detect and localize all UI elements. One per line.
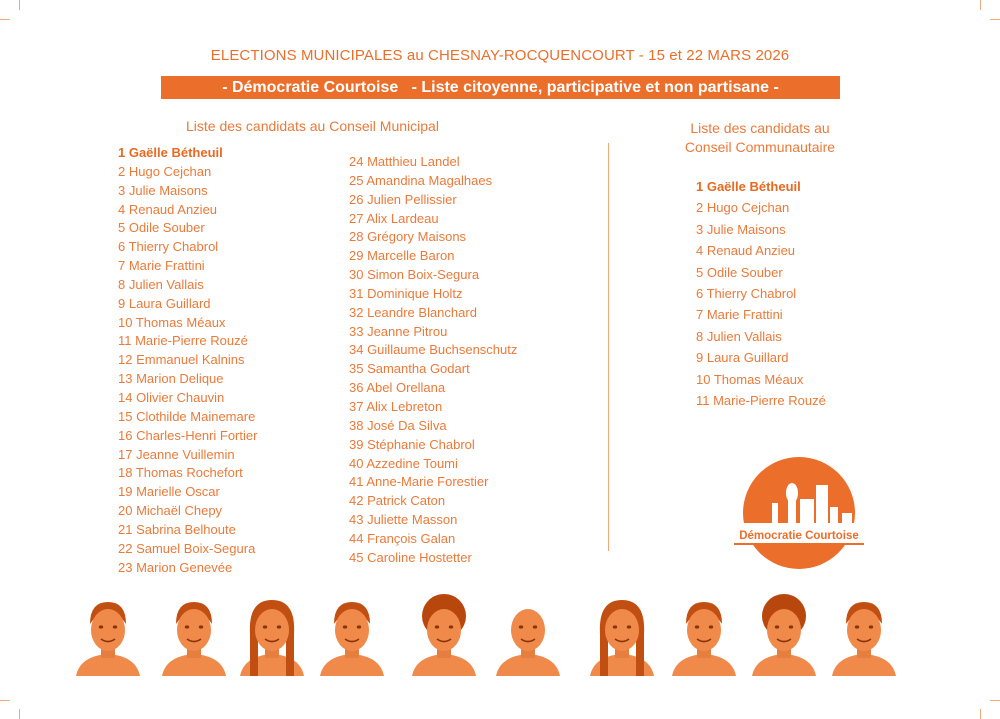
candidate-item: 21 Sabrina Belhoute [118,521,236,537]
candidate-item: 8 Julien Vallais [118,276,204,292]
candidate-photo-strip [70,594,916,676]
candidate-item: 43 Juliette Masson [349,512,458,528]
portrait-icon [668,594,740,676]
candidate-item: 10 Thomas Méaux [118,314,226,330]
portrait-icon [316,594,388,676]
candidate-item: 38 José Da Silva [349,417,447,433]
candidate-item: 14 Olivier Chauvin [118,389,225,405]
list-banner: - Démocratie Courtoise - Liste citoyenne, participative et non partisane - [161,76,840,99]
logo-text: Démocratie Courtoise [739,530,859,542]
community-heading-line-2: Conseil Communautaire [684,139,836,155]
candidate-item: 7 Marie Frattini [696,307,783,323]
candidate-item: 17 Jeanne Vuillemin [118,446,235,462]
portrait-icon [492,594,564,676]
candidate-item: 37 Alix Lebreton [349,398,443,414]
candidate-item: 8 Julien Vallais [696,328,782,344]
column-divider [608,143,609,551]
candidate-item: 1 Gaëlle Bétheuil [696,179,801,194]
candidate-item: 16 Charles-Henri Fortier [118,427,258,443]
candidate-item: 27 Alix Lardeau [349,210,439,226]
crop-mark [980,709,981,719]
municipal-heading: Liste des candidats au Conseil Municipal [186,118,439,134]
candidate-item: 40 Azzedine Toumi [349,455,458,471]
portrait-icon [586,594,658,676]
candidate-item: 3 Julie Maisons [696,221,786,237]
community-heading-line-1: Liste des candidats au [690,120,830,136]
candidate-item: 9 Laura Guillard [118,295,211,311]
candidate-item: 4 Renaud Anzieu [696,243,796,259]
crop-mark [19,709,20,719]
candidate-item: 6 Thierry Chabrol [696,285,797,301]
portrait-icon [158,594,230,676]
candidate-item: 15 Clothilde Mainemare [118,408,256,424]
candidate-item: 36 Abel Orellana [349,380,446,396]
candidate-item: 4 Renaud Anzieu [118,201,218,217]
candidate-item: 34 Guillaume Buchsenschutz [349,342,518,358]
candidate-item: 44 François Galan [349,530,456,546]
candidate-item: 18 Thomas Rochefort [118,465,243,481]
candidate-item: 9 Laura Guillard [696,350,789,366]
community-heading [660,119,860,157]
candidate-item: 19 Marielle Oscar [118,484,220,500]
democratie-courtoise-logo [734,457,864,570]
crop-mark [980,0,981,10]
candidate-item: 31 Dominique Holtz [349,285,463,301]
candidate-item: 2 Hugo Cejchan [118,163,212,179]
candidate-item: 10 Thomas Méaux [696,371,804,387]
portrait-icon [408,594,480,676]
candidate-item: 23 Marion Genevée [118,559,233,575]
candidate-item: 5 Odile Souber [696,264,783,280]
candidate-item: 5 Odile Souber [118,220,205,236]
candidate-item: 32 Leandre Blanchard [349,304,477,320]
candidate-item: 39 Stéphanie Chabrol [349,436,475,452]
candidate-item: 28 Grégory Maisons [349,229,467,245]
candidate-item: 11 Marie-Pierre Rouzé [118,333,248,349]
candidate-item: 2 Hugo Cejchan [696,200,790,216]
candidate-item: 22 Samuel Boix-Segura [118,540,256,556]
crop-mark [0,19,10,20]
portrait-icon [748,594,820,676]
candidate-item: 1 Gaëlle Bétheuil [118,145,223,160]
crop-mark [0,700,10,701]
candidate-item: 20 Michaël Chepy [118,503,223,519]
portrait-icon [72,594,144,676]
municipal-list-column-2 [349,153,517,568]
portrait-icon [828,594,900,676]
candidate-item: 24 Matthieu Landel [349,154,460,169]
municipal-list-column-1 [118,144,257,577]
candidate-item: 30 Simon Boix-Segura [349,267,480,283]
candidate-item: 35 Samantha Godart [349,361,470,377]
portrait-icon [236,594,308,676]
crop-mark [990,19,1000,20]
candidate-item: 6 Thierry Chabrol [118,239,219,255]
crop-mark [990,700,1000,701]
candidate-item: 12 Emmanuel Kalnins [118,352,245,368]
candidate-item: 13 Marion Delique [118,371,224,387]
candidate-item: 42 Patrick Caton [349,493,446,509]
candidate-item: 3 Julie Maisons [118,182,208,198]
candidate-item: 11 Marie-Pierre Rouzé [696,392,826,408]
community-list [696,176,826,411]
candidate-item: 7 Marie Frattini [118,258,205,274]
candidate-item: 26 Julien Pellissier [349,191,457,207]
candidate-item: 45 Caroline Hostetter [349,549,472,565]
page-title: ELECTIONS MUNICIPALES au CHESNAY-ROCQUENCOURT - 15 et 22 MARS 2026 [210,47,790,64]
candidate-item: 29 Marcelle Baron [349,248,455,264]
candidate-item: 33 Jeanne Pitrou [349,323,448,339]
candidate-item: 41 Anne-Marie Forestier [349,474,489,490]
candidate-item: 25 Amandina Magalhaes [349,172,493,188]
crop-mark [19,0,20,10]
